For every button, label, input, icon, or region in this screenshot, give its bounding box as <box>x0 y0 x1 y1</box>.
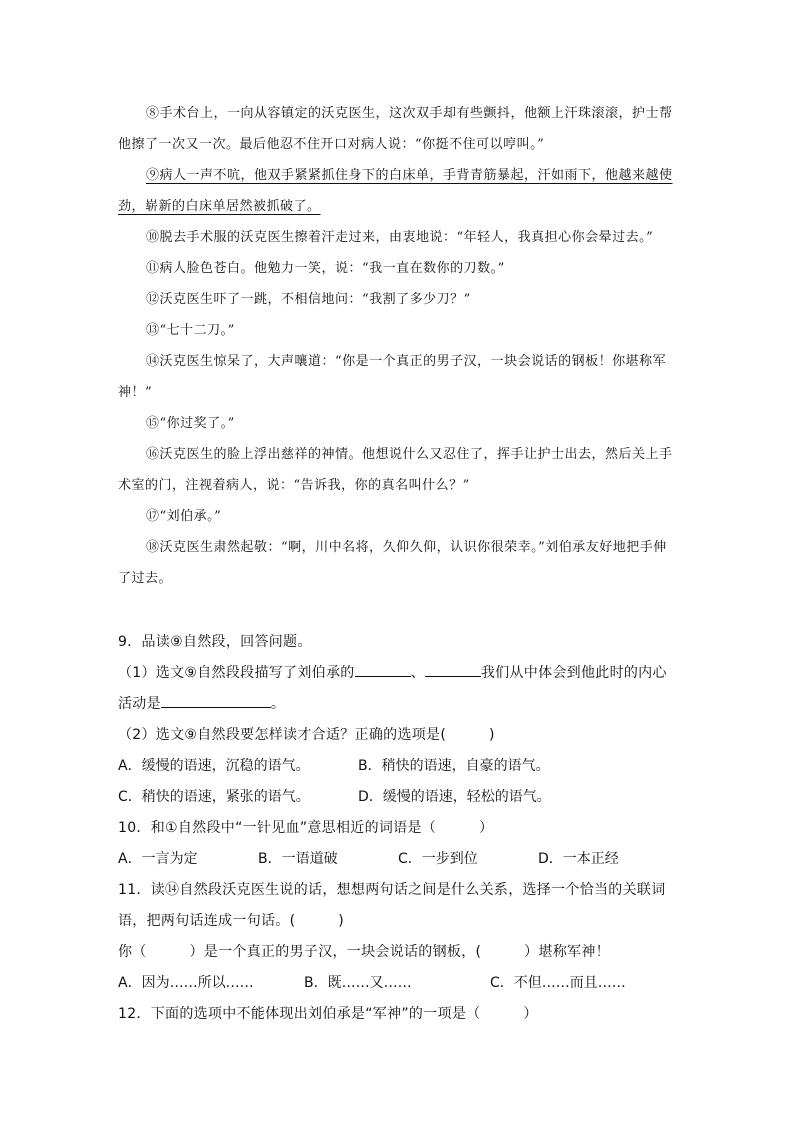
question-9-options-row-2 <box>118 782 678 813</box>
question-11-title: 11．读⑭自然段沃克医生说的话，想想两句话之间是什么关系，选择一个恰当的关联词语，把两句话连成一句话。( ) <box>118 882 666 929</box>
option-b[interactable]: B．既……又…… <box>304 975 412 991</box>
question-10-title: 10．和①自然段中“一针见血”意思相近的词语是（ ） <box>118 820 494 836</box>
sub1-text: 我们从中体会到他此时的内心 <box>480 665 667 681</box>
sub1-text: （1）选文⑨自然段段描写了刘伯承的 <box>118 665 355 681</box>
paragraph-text: ⑯沃克医生的脸上浮出慈祥的神情。他想说什么又忍住了，挥手让护士出去，然后关上手术室的门，注视着病人，说：“告诉我，你的真名叫什么？” <box>118 447 673 493</box>
option-c[interactable]: C．稍快的语速，紧张的语气。 <box>118 789 310 805</box>
option-b[interactable]: B．稍快的语速，自豪的语气。 <box>358 758 550 774</box>
question-9-options-row-1 <box>118 751 678 782</box>
option-d[interactable]: D．一本正经 <box>538 851 619 867</box>
answer-blank-2[interactable] <box>425 662 481 677</box>
paragraph-text: ⑧手术台上，一向从容镇定的沃克医生，这次双手却有些颤抖，他额上汗珠滚滚，护士帮他擦了一次又一次。最后他忍不住开口对病人说：“你挺不住可以哼叫。” <box>118 106 673 152</box>
paragraph-11 <box>118 253 678 284</box>
paragraph-text: ⑫沃克医生吓了一跳，不相信地问：“我割了多少刀？” <box>146 292 471 307</box>
paragraph-13 <box>118 315 678 346</box>
paragraph-text: ⑮“你过奖了。” <box>146 416 235 431</box>
paragraph-8 <box>118 98 678 160</box>
paragraph-10 <box>118 222 678 253</box>
question-9-sub1-line1 <box>118 658 678 689</box>
paragraph-15 <box>118 408 678 439</box>
paragraph-text: ⑬“七十二刀。” <box>146 323 235 338</box>
question-9-sub1-line2 <box>118 689 678 720</box>
paragraph-17 <box>118 501 678 532</box>
paragraph-12 <box>118 284 678 315</box>
paragraph-14 <box>118 346 678 408</box>
answer-blank-1[interactable] <box>355 662 411 677</box>
question-12-title: 12．下面的选项中不能体现出刘伯承是“军神”的一项是（ ） <box>118 1006 538 1022</box>
paragraph-16 <box>118 439 678 501</box>
separator: 、 <box>410 665 425 681</box>
paragraph-text: ⑱沃克医生肃然起敬：“啊，川中名将，久仰久仰，认识你很荣幸。”刘伯承友好地把手伸了过去。 <box>118 540 667 586</box>
answer-blank-3[interactable] <box>161 693 271 708</box>
paragraph-text: ⑰“刘伯承。” <box>146 509 222 524</box>
reading-passage <box>118 98 678 594</box>
question-11-options <box>118 968 678 999</box>
option-d[interactable]: D．缓慢的语速，轻松的语气。 <box>358 789 551 805</box>
option-a[interactable]: A．缓慢的语速，沉稳的语气。 <box>118 758 310 774</box>
paragraph-text: ⑩脱去手术服的沃克医生擦着汗走过来，由衷地说：“年轻人，我真担心你会晕过去。” <box>146 230 654 245</box>
paragraph-text: ⑨病人一声不吭，他双手紧紧抓住身下的白床单，手背青筋暴起，汗如雨下，他越来越使劲，崭新的白床单居然被抓破了。 <box>118 168 673 214</box>
option-c[interactable]: C．一步到位 <box>398 851 478 867</box>
option-c[interactable]: C．不但……而且…… <box>490 975 626 991</box>
question-10-options <box>118 844 678 875</box>
question-9-title: 9．品读⑨自然段，回答问题。 <box>118 634 312 650</box>
paragraph-text: ⑭沃克医生惊呆了，大声嚷道：“你是一个真正的男子汉，一块会说话的钢板！你堪称军神！” <box>118 354 667 400</box>
paragraph-9-underlined <box>118 160 678 222</box>
question-section <box>118 627 678 1030</box>
option-a[interactable]: A．因为……所以…… <box>118 975 254 991</box>
option-a[interactable]: A．一言为定 <box>118 851 198 867</box>
paragraph-text: ⑪病人脸色苍白。他勉力一笑，说：“我一直在数你的刀数。” <box>146 261 505 276</box>
question-9-sub2: （2）选文⑨自然段要怎样读才合适？正确的选项是( ) <box>118 727 495 743</box>
sub1-text: 活动是 <box>118 696 161 712</box>
sub1-end: 。 <box>270 696 286 712</box>
option-b[interactable]: B．一语道破 <box>258 851 338 867</box>
question-11-sentence: 你（ ）是一个真正的男子汉，一块会说话的钢板，( ）堪称军神！ <box>118 944 610 960</box>
paragraph-18 <box>118 532 678 594</box>
